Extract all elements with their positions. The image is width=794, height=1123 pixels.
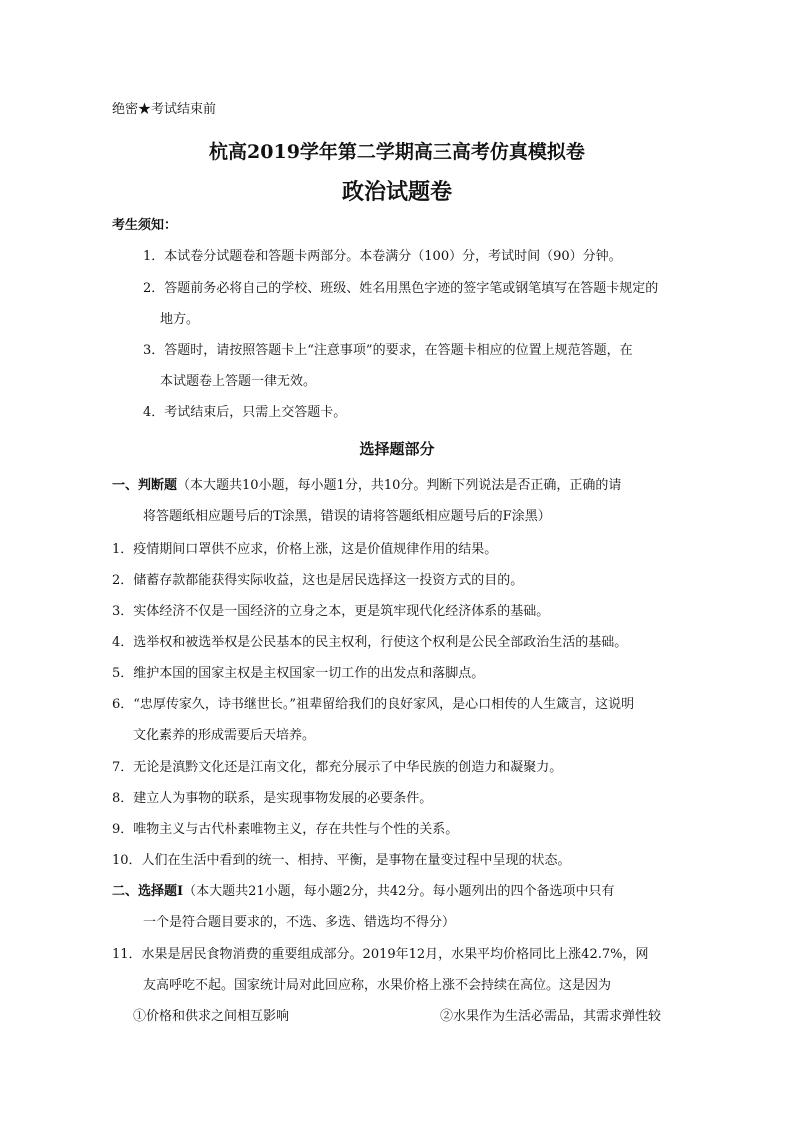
notice-item: 2．答题前务必将自己的学校、班级、姓名用黑色字迹的签字笔或钢笔填写在答题卡规定的 bbox=[143, 281, 659, 296]
part1-desc-continued: 将答题纸相应题号后的T涂黑，错误的请将答题纸相应题号后的F涂黑） bbox=[143, 509, 551, 524]
question: 8．建立人为事物的联系，是实现事物发展的必要条件。 bbox=[112, 791, 433, 806]
question-continued: 友高呼吃不起。国家统计局对此回应称，水果价格上涨不会持续在高位。这是因为 bbox=[143, 978, 612, 993]
question: 2．储蓄存款都能获得实际收益，这也是居民选择这一投资方式的目的。 bbox=[112, 573, 524, 588]
exam-title: 杭高2019学年第二学期高三高考仿真模拟卷 bbox=[209, 141, 585, 163]
question: 9．唯物主义与古代朴素唯物主义，存在共性与个性的关系。 bbox=[112, 822, 459, 837]
part1-desc: （本大题共10小题，每小题1分，共10分。判断下列说法是否正确，正确的请 bbox=[177, 478, 622, 493]
notice-item: 4．考试结束后，只需上交答题卡。 bbox=[143, 405, 347, 420]
part2-header bbox=[112, 883, 614, 901]
question: 1．疫情期间口罩供不应求，价格上涨，这是价值规律作用的结果。 bbox=[112, 542, 498, 557]
notice-item: 3．答题时，请按照答题卡上“注意事项”的要求，在答题卡相应的位置上规范答题，在 bbox=[143, 343, 633, 358]
part2-desc: （本大题共21小题，每小题2分，共42分。每小题列出的四个备选项中只有 bbox=[183, 884, 615, 899]
notice-item: 1．本试卷分试题卷和答题卡两部分。本卷满分（100）分，考试时间（90）分钟。 bbox=[143, 249, 622, 264]
question: 3．实体经济不仅是一国经济的立身之本，更是筑牢现代化经济体系的基础。 bbox=[112, 604, 550, 619]
notice-heading: 考生须知： bbox=[112, 218, 178, 233]
section-title: 选择题部分 bbox=[359, 440, 435, 458]
question: 4．选举权和被选举权是公民基本的民主权利，行使这个权利是公民全部政治生活的基础。 bbox=[112, 635, 628, 650]
question: 5．维护本国的国家主权是主权国家一切工作的出发点和落脚点。 bbox=[112, 666, 485, 681]
part2-desc-continued: 一个是符合题目要求的，不选、多选、错选均不得分） bbox=[143, 915, 456, 930]
part1-label: 一、判断题 bbox=[112, 478, 178, 493]
exam-subtitle: 政治试题卷 bbox=[341, 179, 452, 205]
part1-header bbox=[112, 477, 621, 495]
question: 6．“忠厚传家久，诗书继世长。”祖辈留给我们的良好家风，是心口相传的人生箴言，这说明 bbox=[112, 697, 635, 712]
question-continued: 文化素养的形成需要后天培养。 bbox=[133, 728, 316, 743]
option: ①价格和供求之间相互影响 bbox=[133, 1009, 290, 1024]
part2-label: 二、选择题Ⅰ bbox=[112, 884, 184, 899]
option: ②水果作为生活必需品，其需求弹性较 bbox=[440, 1009, 662, 1024]
notice-item-continued: 本试题卷上答题一律无效。 bbox=[160, 374, 317, 389]
question: 7．无论是滇黔文化还是江南文化，都充分展示了中华民族的创造力和凝聚力。 bbox=[112, 760, 563, 775]
question: 11．水果是居民食物消费的重要组成部分。2019年12月，水果平均价格同比上涨42.7%，网 bbox=[112, 947, 649, 962]
question: 10．人们在生活中看到的统一、相持、平衡，是事物在量变过程中呈现的状态。 bbox=[112, 853, 571, 868]
secret-mark: 绝密★考试结束前 bbox=[112, 102, 217, 117]
notice-item-continued: 地方。 bbox=[160, 312, 200, 327]
